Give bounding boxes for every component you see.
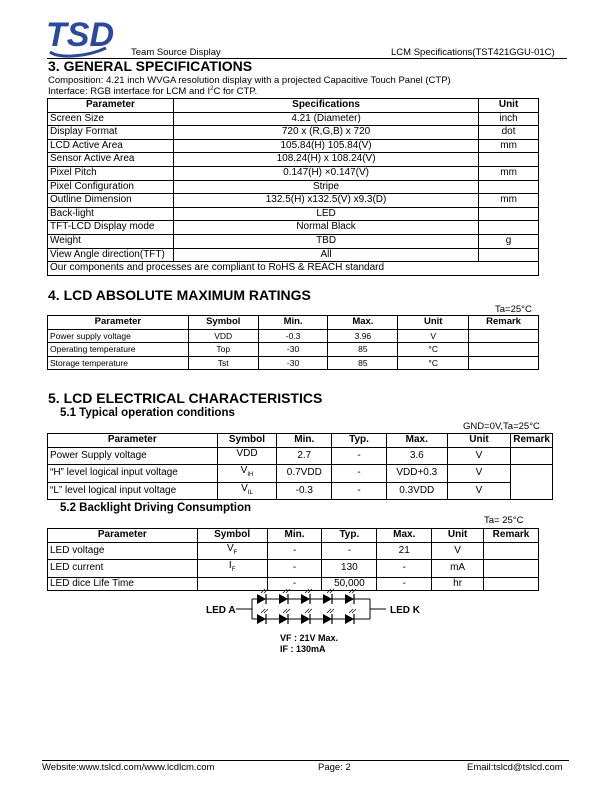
table-cell: V (398, 329, 469, 343)
table-row (48, 139, 539, 153)
col-header: Unit (479, 99, 539, 113)
table-cell: 0.3VDD (386, 482, 447, 500)
table-cell: - (322, 542, 377, 560)
param-cell: LCD Active Area (48, 139, 174, 153)
unit-cell: inch (479, 112, 539, 126)
led-diode-icon (279, 589, 290, 604)
led-diode-icon (257, 589, 268, 604)
param-cell: Back-light (48, 207, 174, 221)
spec-cell: 720 x (R,G,B) x 720 (173, 126, 478, 140)
table-cell: - (267, 542, 322, 560)
col-header: Remark (511, 434, 553, 448)
table-cell: 0.7VDD (277, 465, 332, 483)
param-cell: Outline Dimension (48, 194, 174, 208)
table-cell: Tst (188, 356, 258, 370)
param-cell: Display Format (48, 126, 174, 140)
unit-cell (479, 221, 539, 235)
table-cell: Power supply voltage (48, 329, 189, 343)
table-cell: - (377, 560, 432, 578)
table-row (48, 166, 539, 180)
rohs-note: Our components and processes are compliant to RoHS & REACH standard (48, 262, 539, 276)
col-header: Typ. (322, 529, 377, 543)
table-header-row (48, 99, 539, 113)
table-cell: V (432, 542, 484, 560)
led-diode-icon (279, 609, 290, 624)
table-cell: 130 (322, 560, 377, 578)
general-spec-heading: 3. GENERAL SPECIFICATIONS (48, 58, 253, 74)
spec-cell: 108.24(H) x 108.24(V) (173, 153, 478, 167)
spec-cell: Stripe (173, 180, 478, 194)
footnote-row (48, 262, 539, 276)
table-cell: - (267, 560, 322, 578)
param-cell: Pixel Configuration (48, 180, 174, 194)
col-header: Min. (277, 434, 332, 448)
col-header: Symbol (217, 434, 277, 448)
param-cell: View Angle direction(TFT) (48, 248, 174, 262)
col-header: Remark (469, 316, 539, 330)
table-row (48, 465, 553, 483)
table-cell: hr (432, 577, 484, 591)
col-header: Remark (484, 529, 539, 543)
table-cell: 21 (377, 542, 432, 560)
col-header: Max. (386, 434, 447, 448)
table-cell: 85 (328, 356, 398, 370)
absmax-heading: 4. LCD ABSOLUTE MAXIMUM RATINGS (48, 287, 311, 303)
table-cell: 85 (328, 343, 398, 357)
table-cell (469, 356, 539, 370)
col-header: Min. (267, 529, 322, 543)
remark-cell (511, 447, 553, 465)
table-cell: Top (188, 343, 258, 357)
table-header-row (48, 316, 539, 330)
spec-cell: 105.84(H) 105.84(V) (173, 139, 478, 153)
table-row (48, 447, 553, 465)
col-header: Specifications (173, 99, 478, 113)
param-cell: Screen Size (48, 112, 174, 126)
table-row (48, 482, 553, 500)
table-row (48, 329, 539, 343)
spec-cell: All (173, 248, 478, 262)
unit-cell: mm (479, 139, 539, 153)
led-diode-icon (257, 609, 268, 624)
table-cell: °C (398, 356, 469, 370)
remark-cell (511, 465, 553, 500)
col-header: Symbol (188, 316, 258, 330)
table-row (48, 207, 539, 221)
led-diode-icon (345, 589, 356, 604)
table-cell: °C (398, 343, 469, 357)
footer-page: Page: 2 (318, 762, 351, 773)
table-cell: Operating temperature (48, 343, 189, 357)
col-header: Parameter (48, 529, 198, 543)
led-a-label: LED A (206, 605, 236, 616)
led-diode-icon (301, 609, 312, 624)
footer-divider (42, 760, 569, 761)
param-cell: LED dice Life Time (48, 577, 198, 591)
table-row (48, 221, 539, 235)
absmax-table (47, 315, 539, 370)
interface-text: Interface: RGB interface for LCM and $I^2C$ for CTP. (48, 86, 258, 98)
table-row (48, 180, 539, 194)
unit-cell: mm (479, 194, 539, 208)
if-label: IF : 130mA (280, 644, 326, 654)
spec-cell: 132.5(H) x132.5(V) x9.3(D) (173, 194, 478, 208)
table-row (48, 248, 539, 262)
table-cell (469, 343, 539, 357)
param-cell: Weight (48, 234, 174, 248)
param-cell: “L” level logical input voltage (48, 482, 218, 500)
unit-cell: g (479, 234, 539, 248)
table-cell: Storage temperature (48, 356, 189, 370)
remark-cell (484, 577, 539, 591)
table-cell: V (447, 465, 511, 483)
table-cell: -30 (258, 356, 328, 370)
table-cell: 3.96 (328, 329, 398, 343)
spec-cell: 4.21 (Diameter) (173, 112, 478, 126)
footer-website: Website:www.tslcd.com/www.lcdlcm.com (42, 762, 215, 773)
table-row (48, 126, 539, 140)
general-spec-table (47, 98, 539, 276)
param-cell: Pixel Pitch (48, 166, 174, 180)
typical-conditions-table (47, 433, 553, 500)
spec-cell: Normal Black (173, 221, 478, 235)
param-cell: LED voltage (48, 542, 198, 560)
unit-cell (479, 180, 539, 194)
table-cell: - (332, 447, 387, 465)
led-diode-icon (323, 589, 334, 604)
remark-cell (484, 542, 539, 560)
col-header: Unit (398, 316, 469, 330)
table-row (48, 194, 539, 208)
unit-cell: mm (479, 166, 539, 180)
svg-text:TSD: TSD (46, 16, 114, 54)
table-cell: - (267, 577, 322, 591)
table-row (48, 343, 539, 357)
col-header: Typ. (332, 434, 387, 448)
col-header: Parameter (48, 99, 174, 113)
table-row (48, 234, 539, 248)
table-cell: -30 (258, 343, 328, 357)
table-cell: -0.3 (258, 329, 328, 343)
param-cell: LED current (48, 560, 198, 578)
symbol-cell: $I_F$ (197, 560, 267, 578)
spec-cell: LED (173, 207, 478, 221)
composition-text: Composition: 4.21 inch WVGA resolution display with a projected Capacitive Touch Panel (CTP) (48, 75, 451, 86)
tsd-logo (44, 12, 124, 58)
spec-cell: 0.147(H) ×0.147(V) (173, 166, 478, 180)
remark-cell (484, 560, 539, 578)
led-diode-icon (301, 589, 312, 604)
company-name: Team Source Display (131, 47, 221, 58)
table-cell: - (377, 577, 432, 591)
symbol-cell: $V_{IH}$ (217, 465, 277, 483)
led-diode-icon (323, 609, 334, 624)
unit-cell (479, 248, 539, 262)
led-circuit-diagram (200, 588, 430, 658)
table-header-row (48, 434, 553, 448)
table-cell: - (332, 482, 387, 500)
table-cell: -0.3 (277, 482, 332, 500)
table-row (48, 542, 539, 560)
table-cell: V (447, 482, 511, 500)
spec-cell: TBD (173, 234, 478, 248)
electrical-heading: 5. LCD ELECTRICAL CHARACTERISTICS (48, 390, 323, 406)
symbol-cell: VDD (217, 447, 277, 465)
table-cell: 2.7 (277, 447, 332, 465)
table-row (48, 112, 539, 126)
symbol-cell: $V_{IL}$ (217, 482, 277, 500)
col-header: Max. (377, 529, 432, 543)
typical-conditions-heading: 5.1 Typical operation conditions (60, 407, 235, 419)
unit-cell (479, 153, 539, 167)
unit-cell: dot (479, 126, 539, 140)
table-cell: 50,000 (322, 577, 377, 591)
col-header: Symbol (197, 529, 267, 543)
table-row (48, 560, 539, 578)
param-cell: Power Supply voltage (48, 447, 218, 465)
backlight-table (47, 528, 539, 591)
backlight-condition: Ta= 25°C (484, 515, 524, 526)
symbol-cell: $V_F$ (197, 542, 267, 560)
spec-title: LCM Specifications(TST421GGU-01C) (391, 47, 555, 58)
table-row (48, 153, 539, 167)
col-header: Unit (432, 529, 484, 543)
led-k-label: LED K (390, 605, 420, 616)
table-cell (469, 329, 539, 343)
backlight-heading: 5.2 Backlight Driving Consumption (60, 502, 252, 514)
table-cell: V (447, 447, 511, 465)
vf-label: VF : 21V Max. (280, 633, 339, 643)
electrical-condition: GND=0V,Ta=25°C (463, 421, 540, 432)
col-header: Max. (328, 316, 398, 330)
param-cell: Sensor Active Area (48, 153, 174, 167)
param-cell: TFT-LCD Display mode (48, 221, 174, 235)
unit-cell (479, 207, 539, 221)
footer-email: Email:tslcd@tslcd.com (467, 762, 563, 773)
col-header: Unit (447, 434, 511, 448)
table-cell: VDD+0.3 (386, 465, 447, 483)
col-header: Parameter (48, 316, 189, 330)
table-row (48, 356, 539, 370)
table-cell: mA (432, 560, 484, 578)
table-cell: 3.6 (386, 447, 447, 465)
table-cell: VDD (188, 329, 258, 343)
table-cell: - (332, 465, 387, 483)
table-header-row (48, 529, 539, 543)
col-header: Parameter (48, 434, 218, 448)
led-diode-icon (345, 609, 356, 624)
col-header: Min. (258, 316, 328, 330)
param-cell: “H” level logical input voltage (48, 465, 218, 483)
absmax-condition: Ta=25°C (495, 304, 532, 315)
